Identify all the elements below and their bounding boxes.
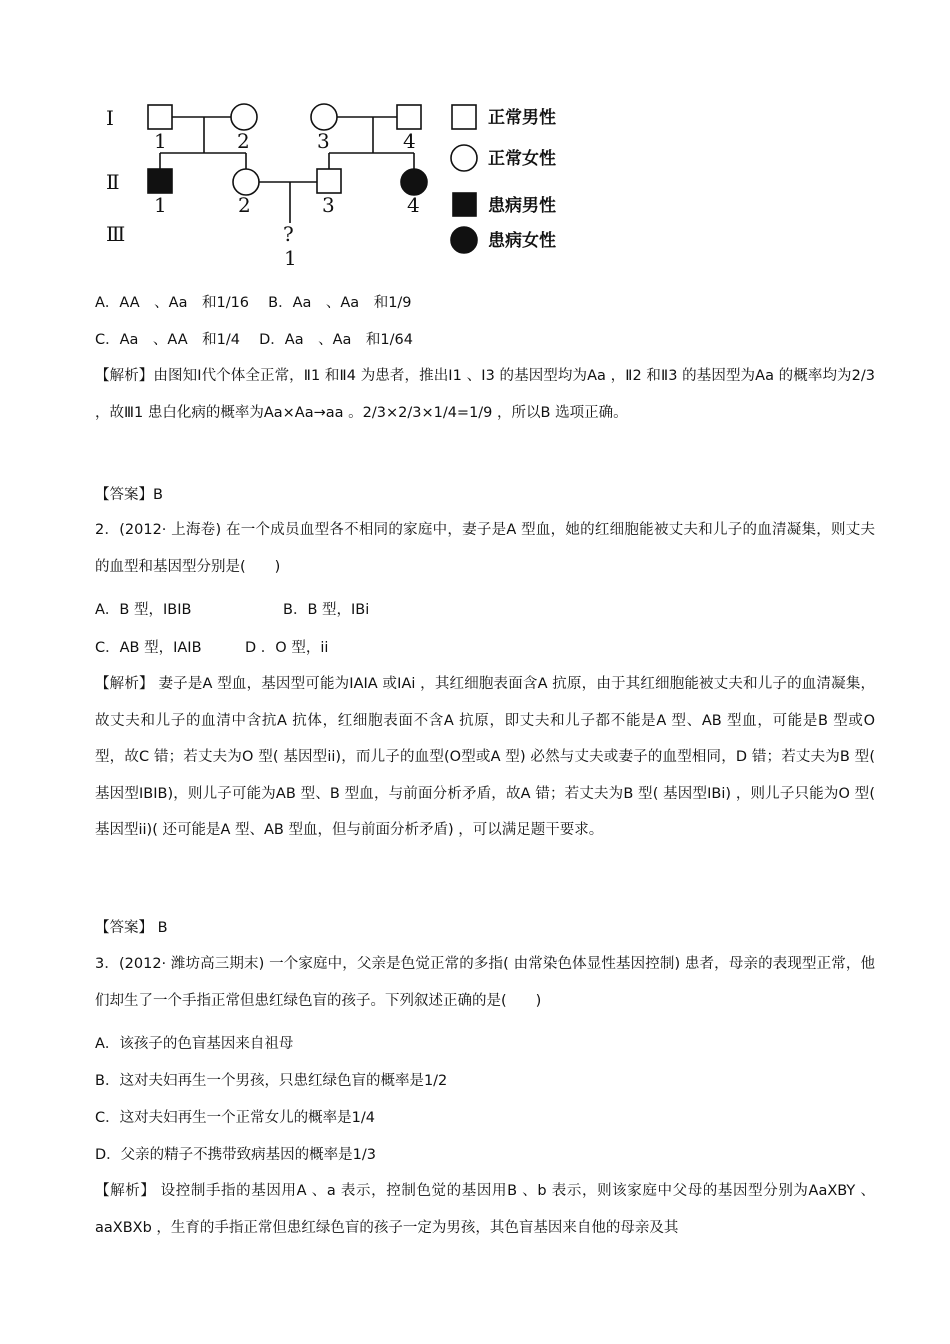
q3-option-b: B．这对夫妇再生一个男孩，只患红绿色盲的概率是1/2 (95, 1073, 448, 1089)
gen3-question-mark: ? (283, 222, 294, 246)
q3-analysis: 【解析】 设控制手指的基因用A 、a 表示，控制色觉的基因用B 、b 表示，则该家庭中父母的基因型分别为AaXBY 、aaXBXb ，生育的手指正常但患红绿色盲的孩子一定为男孩，其色盲基因来自他的母亲及其 (95, 1183, 875, 1236)
q3-option-a: A．该孩子的色盲基因来自祖母 (95, 1036, 294, 1052)
gen2-num-3: 3 (322, 193, 335, 217)
q2-answer: 【答案】 B (95, 920, 168, 936)
q3-option-c: C．这对夫妇再生一个正常女儿的概率是1/4 (95, 1110, 375, 1126)
legend-normal-female-icon (451, 145, 477, 171)
gen1-num-1: 1 (154, 129, 167, 153)
gen-label-1: Ⅰ (106, 106, 114, 130)
gen2-num-2: 2 (238, 193, 251, 217)
gen1-num-2: 2 (237, 129, 250, 153)
legend-normal-female-label: 正常女性 (488, 149, 556, 169)
gen1-female-3 (311, 104, 337, 130)
q1-analysis: 【解析】由图知Ⅰ代个体全正常，Ⅱ1 和Ⅱ4 为患者，推出Ⅰ1 、Ⅰ3 的基因型均为Aa ，Ⅱ2 和Ⅱ3 的基因型为Aa 的概率均为2/3 ，故Ⅲ1 患白化病的概率为Aa×Aa→aa 。2/3×2/3×1/4=1/9 ，所以B 选项正确。 (95, 368, 875, 421)
q1-answer: 【答案】B (95, 487, 163, 503)
q2-analysis: 【解析】 妻子是A 型血，基因型可能为IAIA 或IAi ，其红细胞表面含A 抗原，由于其红细胞能被丈夫和儿子的血清凝集，故丈夫和儿子的血清中含抗A 抗体，红细胞表面不含A 抗原，即丈夫和儿子都不能是A 型、AB 型血，可能是B 型或O 型，故C 错；若丈夫为O 型( 基因型ii)，而儿子的血型(O型或A 型) 必然与丈夫或妻子的血型相同，D 错；若丈夫为B 型( 基因型IBIB)，则儿子可能为AB 型、B 型血，与前面分析矛盾，故A 错；若丈夫为B 型( 基因型IBi) ，则儿子只能为O 型( 基因型ii)( 还可能是A 型、AB 型血，但与前面分析矛盾) ，可以满足题干要求。 (95, 676, 875, 838)
legend-normal-male-label: 正常男性 (488, 108, 556, 128)
gen2-affected-male-1 (148, 169, 172, 193)
gen1-num-4: 4 (403, 129, 416, 153)
gen1-female-2 (231, 104, 257, 130)
legend-affected-male-label: 患病男性 (488, 196, 556, 216)
legend-affected-female-label: 患病女性 (488, 231, 556, 251)
gen1-male-1 (148, 105, 172, 129)
gen1-num-3: 3 (317, 129, 330, 153)
gen2-female-2 (233, 169, 259, 195)
q2-stem: 2．(2012· 上海卷) 在一个成员血型各不相同的家庭中，妻子是A 型血，她的红细胞能被丈夫和儿子的血清凝集，则丈夫的血型和基因型分别是( ) (95, 522, 875, 575)
q1-options-line-1: A．AA 、Aa 和1/16 B．Aa 、Aa 和1/9 (95, 295, 412, 311)
q2-options-line-1: A．B 型，IBIB B．B 型，IBi (95, 602, 370, 618)
gen2-affected-female-4 (401, 169, 427, 195)
gen2-num-4: 4 (407, 193, 420, 217)
gen2-male-3 (317, 169, 341, 193)
gen3-num-1: 1 (284, 246, 297, 270)
gen-label-3: Ⅲ (106, 222, 126, 246)
q2-options-line-2: C．AB 型，IAIB D ．O 型，ii (95, 640, 329, 656)
q3-option-d: D．父亲的精子不携带致病基因的概率是1/3 (95, 1147, 376, 1163)
legend-affected-male-icon (453, 193, 476, 216)
legend-normal-male-icon (452, 105, 476, 129)
q3-stem: 3．(2012· 潍坊高三期末) 一个家庭中，父亲是色觉正常的多指( 由常染色体显性基因控制) 患者，母亲的表现型正常，他们却生了一个手指正常但患红绿色盲的孩子。下列叙述正确的是( ) (95, 956, 875, 1009)
pedigree-chart (100, 95, 580, 275)
gen2-num-1: 1 (154, 193, 167, 217)
legend-affected-female-icon (451, 227, 477, 253)
gen-label-2: Ⅱ (106, 170, 120, 194)
gen1-male-4 (397, 105, 421, 129)
q1-options-line-2: C．Aa 、AA 和1/4 D．Aa 、Aa 和1/64 (95, 332, 413, 348)
